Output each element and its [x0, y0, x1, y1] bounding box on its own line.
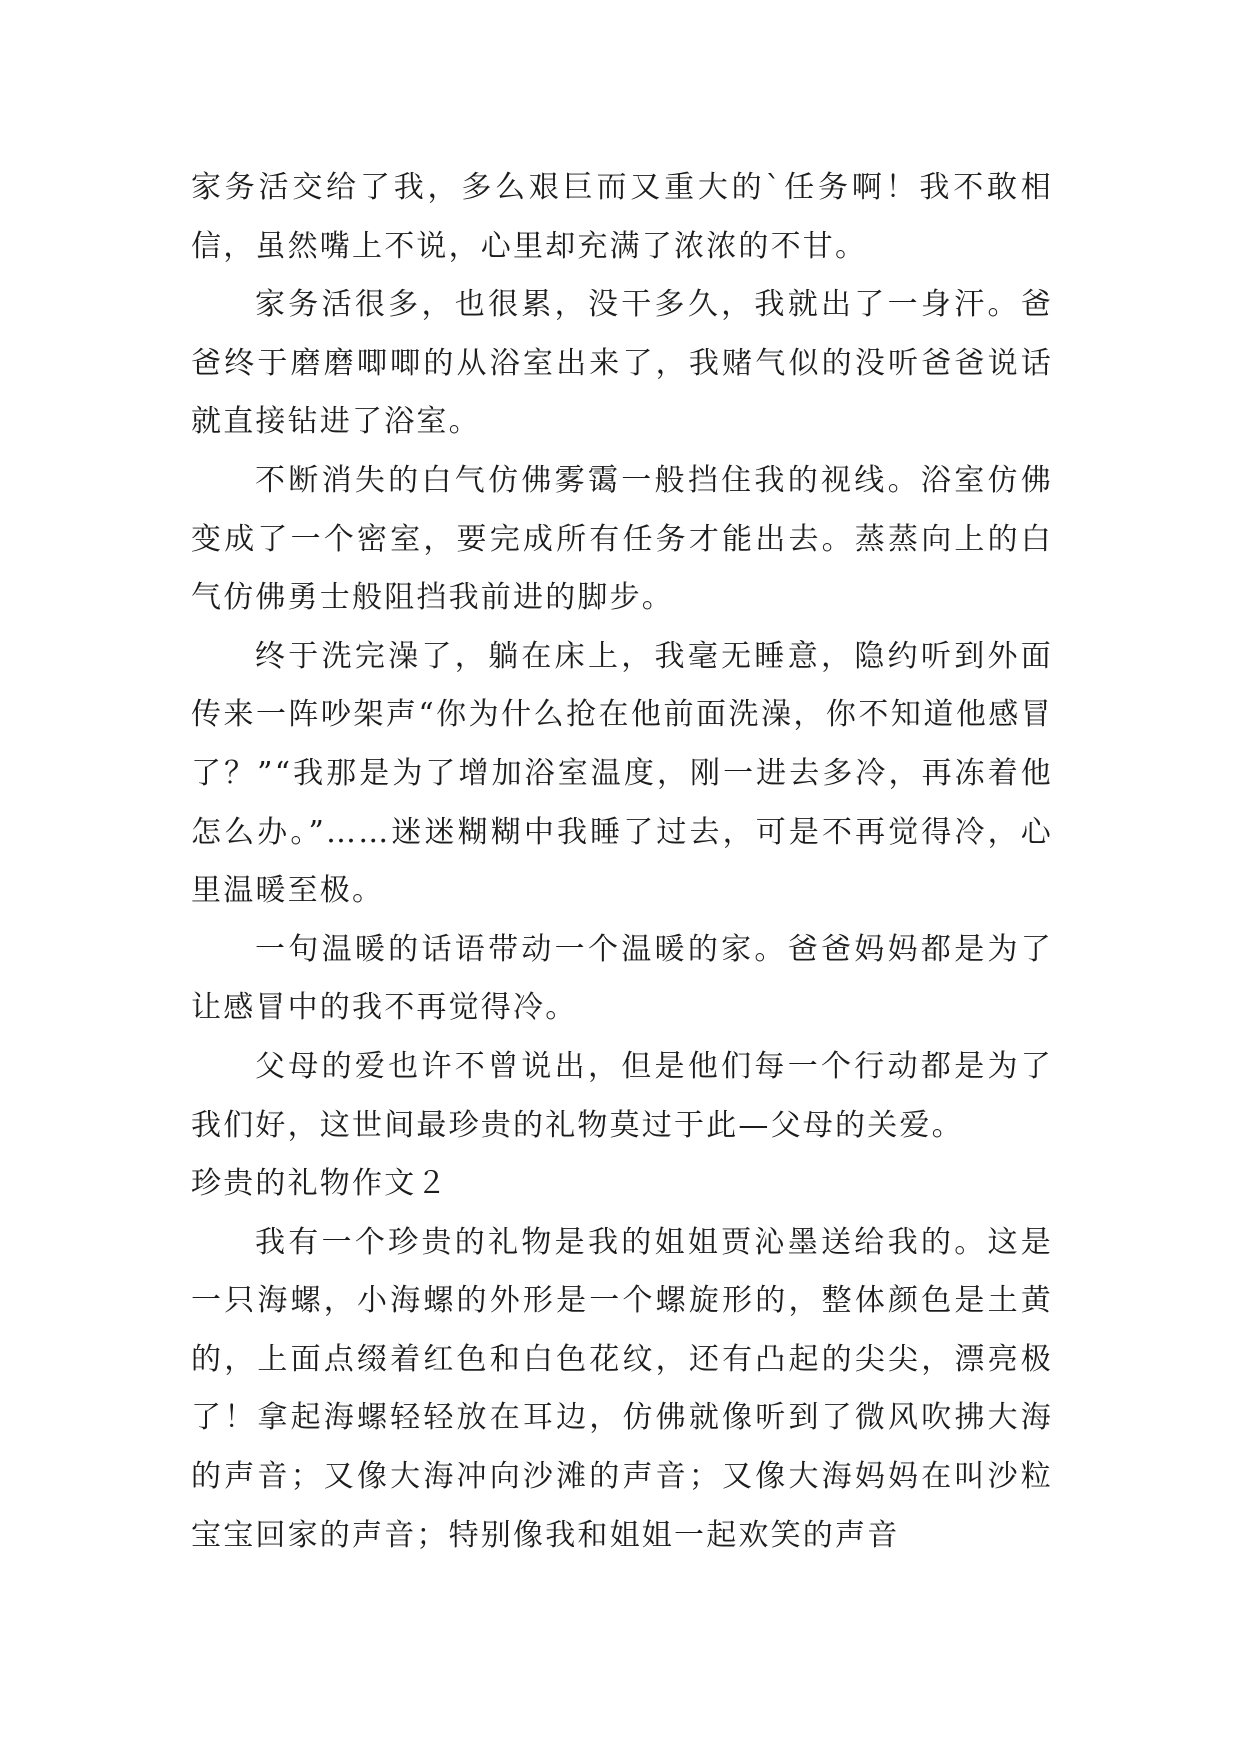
paragraph: 一句温暖的话语带动一个温暖的家。爸爸妈妈都是为了让感冒中的我不再觉得冷。 — [191, 931, 1053, 1026]
paragraph-continued: 家务活交给了我，多么艰巨而又重大的`任务啊！我不敢相信，虽然嘴上不说，心里却充满了浓浓的不甘。 — [191, 170, 1053, 264]
paragraph: 我有一个珍贵的礼物是我的姐姐贾沁墨送给我的。这是一只海螺，小海螺的外形是一个螺旋形的，整体颜色是土黄的，上面点缀着红色和白色花纹，还有凸起的尖尖，漂亮极了！拿起海螺轻轻放在耳边，仿佛就像听到了微风吹拂大海的声音；又像大海冲向沙滩的声音；又像大海妈妈在叫沙粒宝宝回家的声音；特别像我和姐姐一起欢笑的声音 — [191, 1224, 1053, 1553]
paragraph: 不断消失的白气仿佛雾霭一般挡住我的视线。浴室仿佛变成了一个密室，要完成所有任务才能出去。蒸蒸向上的白气仿佛勇士般阻挡我前进的脚步。 — [191, 462, 1053, 616]
paragraph: 父母的爱也许不曾说出，但是他们每一个行动都是为了我们好，这世间最珍贵的礼物莫过于此—父母的关爱。 — [191, 1048, 1053, 1143]
paragraph: 终于洗完澡了，躺在床上，我毫无睡意，隐约听到外面传来一阵吵架声“你为什么抢在他前面洗澡，你不知道他感冒了？”“我那是为了增加浴室温度，刚一进去多冷，再冻着他怎么办。”……迷迷糊糊中我睡了过去，可是不再觉得冷，心里温暖至极。 — [191, 638, 1053, 909]
paragraph: 家务活很多，也很累，没干多久，我就出了一身汗。爸爸终于磨磨唧唧的从浴室出来了，我赌气似的没听爸爸说话就直接钻进了浴室。 — [191, 287, 1053, 440]
document-body — [191, 159, 1053, 1565]
section-heading: 珍贵的礼物作文２ — [191, 1166, 449, 1202]
